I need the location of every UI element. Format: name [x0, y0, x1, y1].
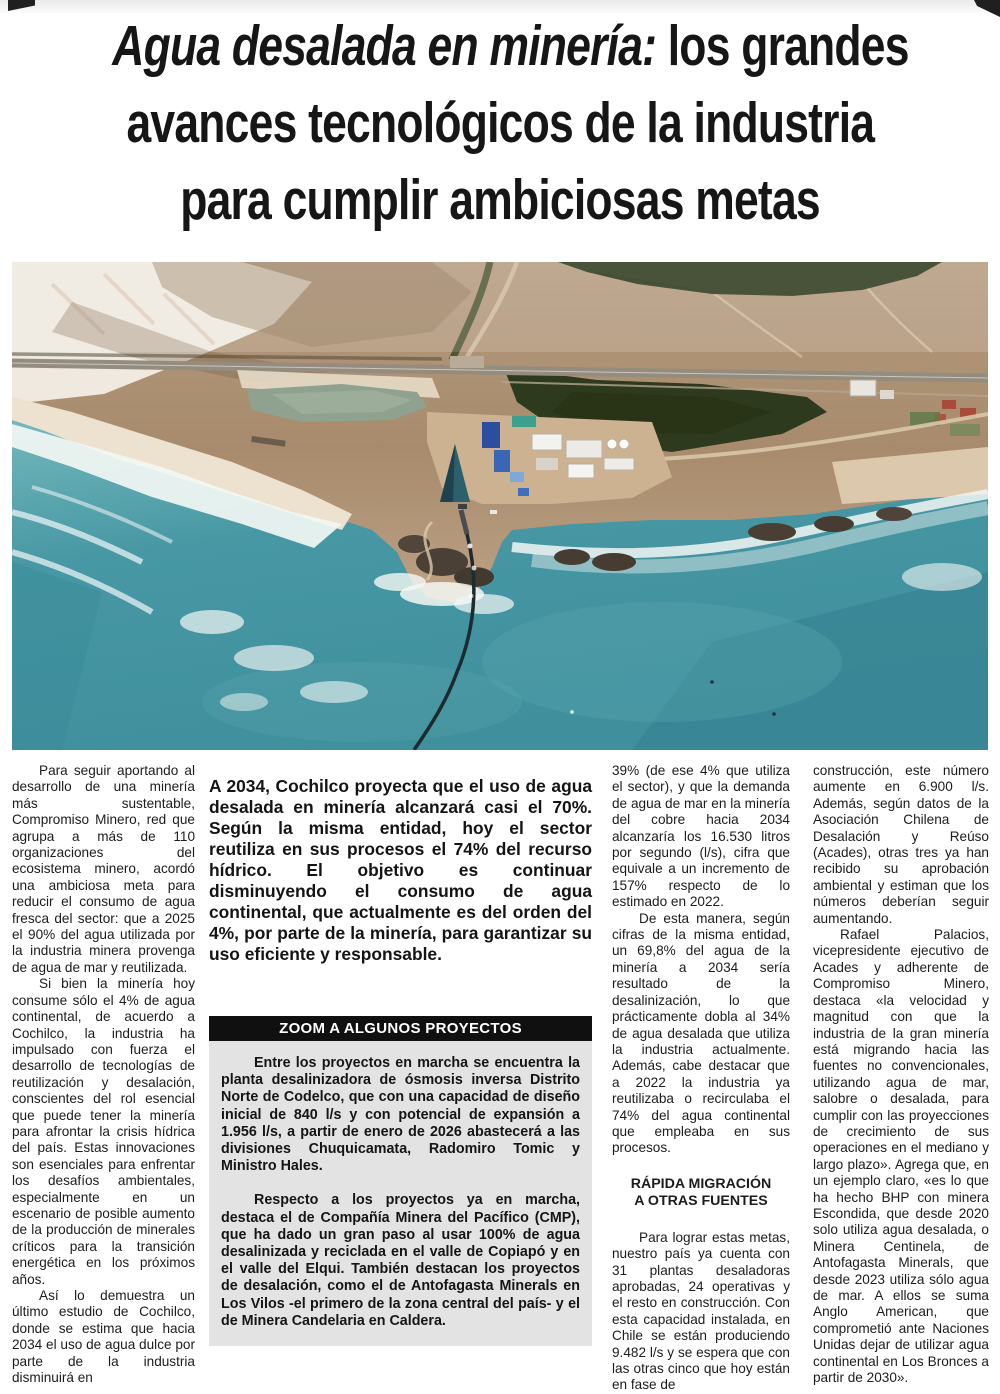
- zoom-box-title: ZOOM A ALGUNOS PROYECTOS: [209, 1016, 592, 1041]
- headline-line-1: [0, 8, 1000, 85]
- column-5: [813, 763, 989, 1386]
- section-subhead: RÁPIDA MIGRACIÓN A OTRAS FUENTES: [630, 1175, 772, 1210]
- zoom-box: [209, 1016, 592, 1346]
- zoom-box-body: [209, 1041, 592, 1346]
- headline-line-3: para cumplir ambiciosas metas: [180, 168, 820, 232]
- paragraph: A 2034, Cochilco proyecta que el uso de agua desalada en minería alcanzará casi el 70%. Según la misma entidad, hoy el sector reutiliza en sus procesos el 74% del recurso hídrico. El objetivo es continuar disminuyendo el consumo de agua continental, que actualmente es del orden del 4%, por parte de la minería, para garantizar su uso eficiente y responsable.: [209, 776, 592, 964]
- paragraph: Si bien la minería hoy consume sólo el 4% de agua continental, de acuerdo a Cochilco, la industria ha impulsado con fuerza el desarrollo de tecnologías de reutilización y desalación, conscientes del rol esencial que puede tener la minería para afrontar la crisis hídrica del país. Estas innovaciones son esenciales para enfrentar los desafíos ambientales, especialmente en un escenario de posible aumento de la producción de minerales críticos para la transición energética en los próximos años.: [12, 976, 195, 1287]
- paragraph: 39% (de ese 4% que utiliza el sector), y que la demanda de agua de mar en la minería del cobre hacia 2034 alcanzaría los 16.530 litros por segundo (l/s), cifra que equivale a un incremento de 157% respecto de lo estimado en 2022.: [612, 763, 790, 910]
- paragraph: Respecto a los proyectos ya en marcha, destaca el de Compañía Minera del Pacífico (CMP), que ha dado un gran paso al usar 100% de agua desalinizada y reciclada en el valle de Copiapó y en el valle del Elqui. También destacan los proyectos de desalación, como el de Antofagasta Minerals en Los Vilos -el primero de la zona central del país- y el de Minera Candelaria en Caldera.: [221, 1192, 580, 1329]
- paragraph: Así lo demuestra un último estudio de Cochilco, donde se estima que hacia 2034 el uso de agua dulce por parte de la industria disminuirá en: [12, 1288, 195, 1386]
- haze-overlay: [12, 262, 988, 352]
- aerial-photo-illustration: [12, 262, 988, 750]
- column-4: [612, 763, 790, 1394]
- page-title: [0, 8, 1000, 239]
- paragraph: Para lograr estas metas, nuestro país ya cuenta con 31 plantas desaladoras aprobadas, 24 operativas y el resto en construcción. Con esta capacidad instalada, en Chile se están produciendo 9.482 l/s y se espera que con las otras cinco que hoy están en fase de: [612, 1229, 790, 1393]
- headline-line-2: avances tecnológicos de la industria: [126, 91, 874, 155]
- paragraph: Para seguir aportando al desarrollo de una minería más sustentable, Compromiso Minero, red que agrupa a más de 110 organizaciones del ecosistema minero, acordó una ambiciosa meta para reducir el consumo de agua fresca del sector: que a 2025 el 90% del agua utilizada por la industria minera provenga de agua de mar y reutilizada.: [12, 763, 195, 975]
- paragraph: De esta manera, según cifras de la misma entidad, un 69,8% del agua de la minería a 2034 sería resultado de la desalinización, lo que prácticamente dobla al 34% de agua desalada que utiliza la industria actualmente. Además, cabe destacar que a 2022 la industria ya reutilizaba o recirculaba el 74% del agua continental que empleaba en sus procesos.: [612, 910, 790, 1156]
- article-photo: [12, 262, 988, 750]
- paragraph: Entre los proyectos en marcha se encuentra la planta desalinizadora de ósmosis inversa Distrito Norte de Codelco, que con una capacidad de diseño inicial de 840 l/s y con potencial de expansión a 1.956 l/s, a partir de enero de 2026 abastecerá a las divisiones Chuquicamata, Radomiro Tomic y Ministro Hales.: [221, 1055, 580, 1175]
- headline-regular-part: los grandes: [656, 14, 909, 78]
- paragraph: Rafael Palacios, vicepresidente ejecutivo de Acades y adherente de Compromiso Minero, destaca «la velocidad y magnitud con que la industria de la gran minería está migrando hacia las fuentes no convencionales, utilizando agua de mar, salobre o desalada, para cumplir con las proyecciones de crecimiento de sus operaciones en el mediano y largo plazo». Agrega que, en un ejemplo claro, «es lo que ha hecho BHP con minera Escondida, que desde 2020 solo utiliza agua desalada, o Minera Centinela, de Antofagasta Minerals, que desde 2023 utiliza sólo agua de mar. A ellos se suma Anglo American, que comprometió ante Naciones Unidas dejar de utilizar agua continental en Los Bronces a partir de 2030».: [813, 927, 989, 1386]
- paragraph: construcción, este número aumente en 6.900 l/s. Además, según datos de la Asociación Chilena de Desalación y Reúso (Acades), otras tres ya han recibido su aprobación ambiental y estiman que los números deberían seguir aumentando.: [813, 763, 989, 926]
- column-1: [12, 763, 195, 1386]
- lead-paragraph: [209, 776, 592, 965]
- headline-italic-part: Agua desalada en minería:: [112, 14, 657, 78]
